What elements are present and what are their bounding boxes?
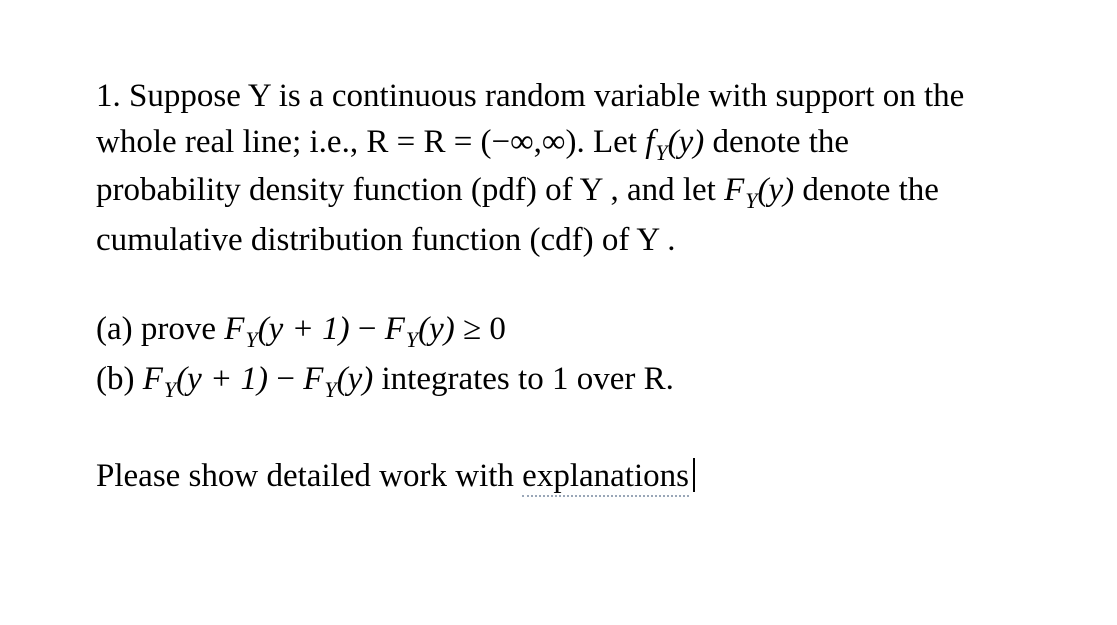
problem-line-2-text-a: whole real line; i.e., R = R = (−∞,∞). Let bbox=[96, 124, 646, 160]
part-b-arg-2: (y) bbox=[336, 361, 374, 397]
spellcheck-underlined-word[interactable]: explanations bbox=[522, 458, 689, 497]
part-b-arg-1: (y + 1) bbox=[176, 361, 269, 397]
pdf-argument: (y) bbox=[667, 124, 705, 160]
problem-line-3-text-b: denote the bbox=[794, 172, 939, 208]
part-a-sub-1: Y bbox=[245, 327, 258, 352]
problem-line-3-text-a: probability density function (pdf) of Y , and let bbox=[96, 172, 725, 208]
part-b-cdf-1: F bbox=[142, 361, 163, 397]
part-a-arg-1: (y + 1) bbox=[257, 311, 350, 347]
instructions-line[interactable] bbox=[96, 458, 695, 493]
problem-line-1 bbox=[96, 80, 964, 113]
problem-line-4-text: cumulative distribution function (cdf) of Y . bbox=[96, 222, 676, 258]
instructions-text: Please show detailed work with bbox=[96, 458, 523, 494]
part-a-minus: − bbox=[349, 311, 385, 347]
text-cursor bbox=[693, 458, 695, 492]
part-b-cdf-2: F bbox=[303, 361, 324, 397]
pdf-symbol: f bbox=[645, 124, 655, 160]
part-b-sub-1: Y bbox=[163, 377, 177, 402]
cdf-subscript: Y bbox=[745, 188, 758, 213]
part-a-cdf-2: F bbox=[384, 311, 405, 347]
part-a bbox=[96, 311, 506, 352]
cdf-argument: (y) bbox=[757, 172, 795, 208]
part-b-minus: − bbox=[268, 361, 304, 397]
part-a-sub-2: Y bbox=[405, 327, 419, 352]
pdf-subscript: Y bbox=[655, 140, 668, 165]
part-b bbox=[96, 361, 674, 402]
problem-line-2-text-b: denote the bbox=[704, 124, 850, 160]
part-a-prefix: (a) prove bbox=[96, 311, 225, 347]
problem-line-4 bbox=[96, 224, 676, 257]
problem-line-1-text: 1. Suppose Y is a continuous random variable with support on the bbox=[96, 78, 965, 114]
part-a-relation: ≥ 0 bbox=[454, 311, 506, 347]
part-b-suffix: integrates to 1 over R. bbox=[373, 361, 674, 397]
problem-line-3 bbox=[96, 172, 939, 213]
problem-line-2 bbox=[96, 124, 850, 165]
part-b-prefix: (b) bbox=[96, 361, 143, 397]
part-a-arg-2: (y) bbox=[418, 311, 455, 347]
part-a-cdf-1: F bbox=[224, 311, 245, 347]
cdf-symbol: F bbox=[724, 172, 745, 208]
part-b-sub-2: Y bbox=[324, 377, 337, 402]
